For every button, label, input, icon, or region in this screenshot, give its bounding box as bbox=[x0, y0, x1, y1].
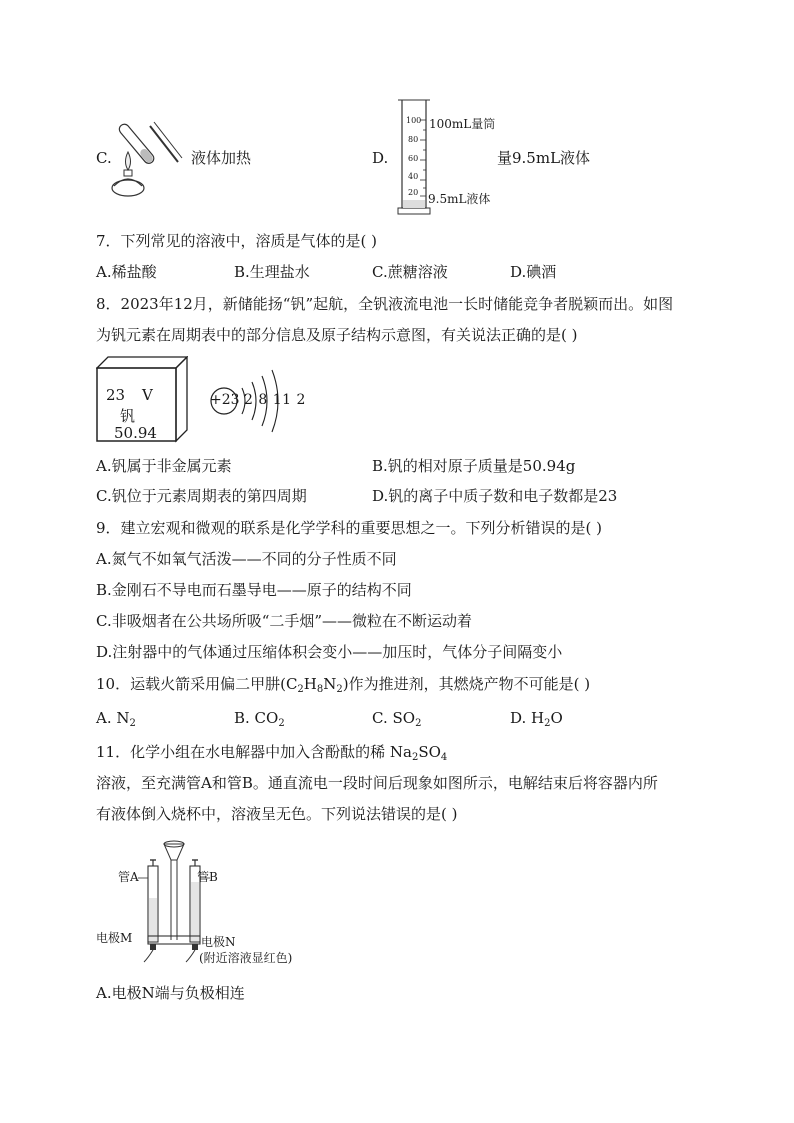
q7-option-b: B.生理盐水 bbox=[234, 263, 310, 281]
q11-stem-line1: 11．化学小组在水电解器中加入含酚酞的稀 $Na_2SO_4$ bbox=[96, 743, 448, 763]
q7-stem: 7．下列常见的溶液中，溶质是气体的是( ) bbox=[96, 232, 378, 250]
q8-stem-line1: 8．2023年12月，新储能扬“钒”起航，全钒液流电池一长时储能竞争者脱颖而出。如图 bbox=[96, 295, 674, 313]
q11-stem-line2: 溶液，至充满管A和管B。通直流电一段时间后现象如图所示，电解结束后将容器内所 bbox=[96, 774, 658, 792]
q9-option-d: D.注射器中的气体通过压缩体积会变小——加压时，气体分子间隔变小 bbox=[96, 643, 563, 661]
cylinder-tick-60: 60 bbox=[408, 154, 419, 163]
option-d-letter: D. bbox=[372, 149, 389, 167]
q11-option-a: A.电极N端与负极相连 bbox=[96, 984, 245, 1002]
q7-option-d: D.碘酒 bbox=[510, 263, 557, 281]
tube-a-label: 管A bbox=[118, 870, 139, 884]
cylinder-tick-100: 100 bbox=[406, 116, 422, 125]
q8-option-d: D.钒的离子中质子数和电子数都是23 bbox=[372, 487, 618, 505]
liquid-volume-label: 9.5mL液体 bbox=[428, 192, 491, 206]
q7-option-c: C.蔗糖溶液 bbox=[372, 263, 448, 281]
option-c-letter: C. bbox=[96, 149, 112, 167]
electrode-m-label: 电极M bbox=[96, 931, 133, 945]
element-name: 钒 bbox=[120, 407, 136, 425]
atomic-number: 23 bbox=[106, 386, 126, 404]
tube-b-label: 管B bbox=[197, 870, 218, 884]
element-symbol: V bbox=[142, 386, 153, 404]
q7-option-a: A.稀盐酸 bbox=[96, 263, 157, 281]
q11-stem-line3: 有液体倒入烧杯中，溶液呈无色。下列说法错误的是( ) bbox=[96, 805, 458, 823]
q9-option-a: A.氮气不如氧气活泼——不同的分子性质不同 bbox=[96, 550, 397, 568]
q8-option-b: B.钒的相对原子质量是50.94g bbox=[372, 457, 576, 475]
q10-option-c: C. $SO_2$ bbox=[372, 709, 422, 729]
cylinder-tick-20: 20 bbox=[408, 188, 419, 197]
q8-option-a: A.钒属于非金属元素 bbox=[96, 457, 232, 475]
q10-stem: 10．运载火箭采用偏二甲肼$(C_2H_8N_2)$作为推进剂，其燃烧产物不可能是( ) bbox=[96, 675, 591, 695]
q9-stem: 9．建立宏观和微观的联系是化学学科的重要思想之一。下列分析错误的是( ) bbox=[96, 519, 603, 537]
q10-option-b: B. $CO_2$ bbox=[234, 709, 285, 729]
q8-option-c: C.钒位于元素周期表的第四周期 bbox=[96, 487, 307, 505]
nucleus-charge: +23 bbox=[210, 392, 240, 408]
option-c-text: 液体加热 bbox=[191, 149, 252, 167]
cylinder-label: 100mL量筒 bbox=[429, 117, 496, 131]
cylinder-tick-40: 40 bbox=[408, 172, 419, 181]
q10-option-a: A. $N_2$ bbox=[96, 709, 136, 729]
q9-option-c: C.非吸烟者在公共场所吸“二手烟”——微粒在不断运动着 bbox=[96, 612, 473, 630]
atomic-mass: 50.94 bbox=[114, 424, 157, 442]
option-d-text: 量9.5mL液体 bbox=[497, 149, 591, 167]
heating-liquid-illustration bbox=[108, 108, 188, 200]
q8-stem-line2: 为钒元素在周期表中的部分信息及原子结构示意图，有关说法正确的是( ) bbox=[96, 326, 578, 344]
electrode-n-note: (附近溶液显红色) bbox=[199, 951, 293, 965]
electrode-n-label: 电极N bbox=[201, 935, 236, 949]
cylinder-tick-80: 80 bbox=[408, 135, 419, 144]
q9-option-b: B.金刚石不导电而石墨导电——原子的结构不同 bbox=[96, 581, 412, 599]
q10-option-d: D. $H_2O$ bbox=[510, 709, 563, 729]
electron-shells: 2 8 11 2 bbox=[244, 392, 306, 408]
